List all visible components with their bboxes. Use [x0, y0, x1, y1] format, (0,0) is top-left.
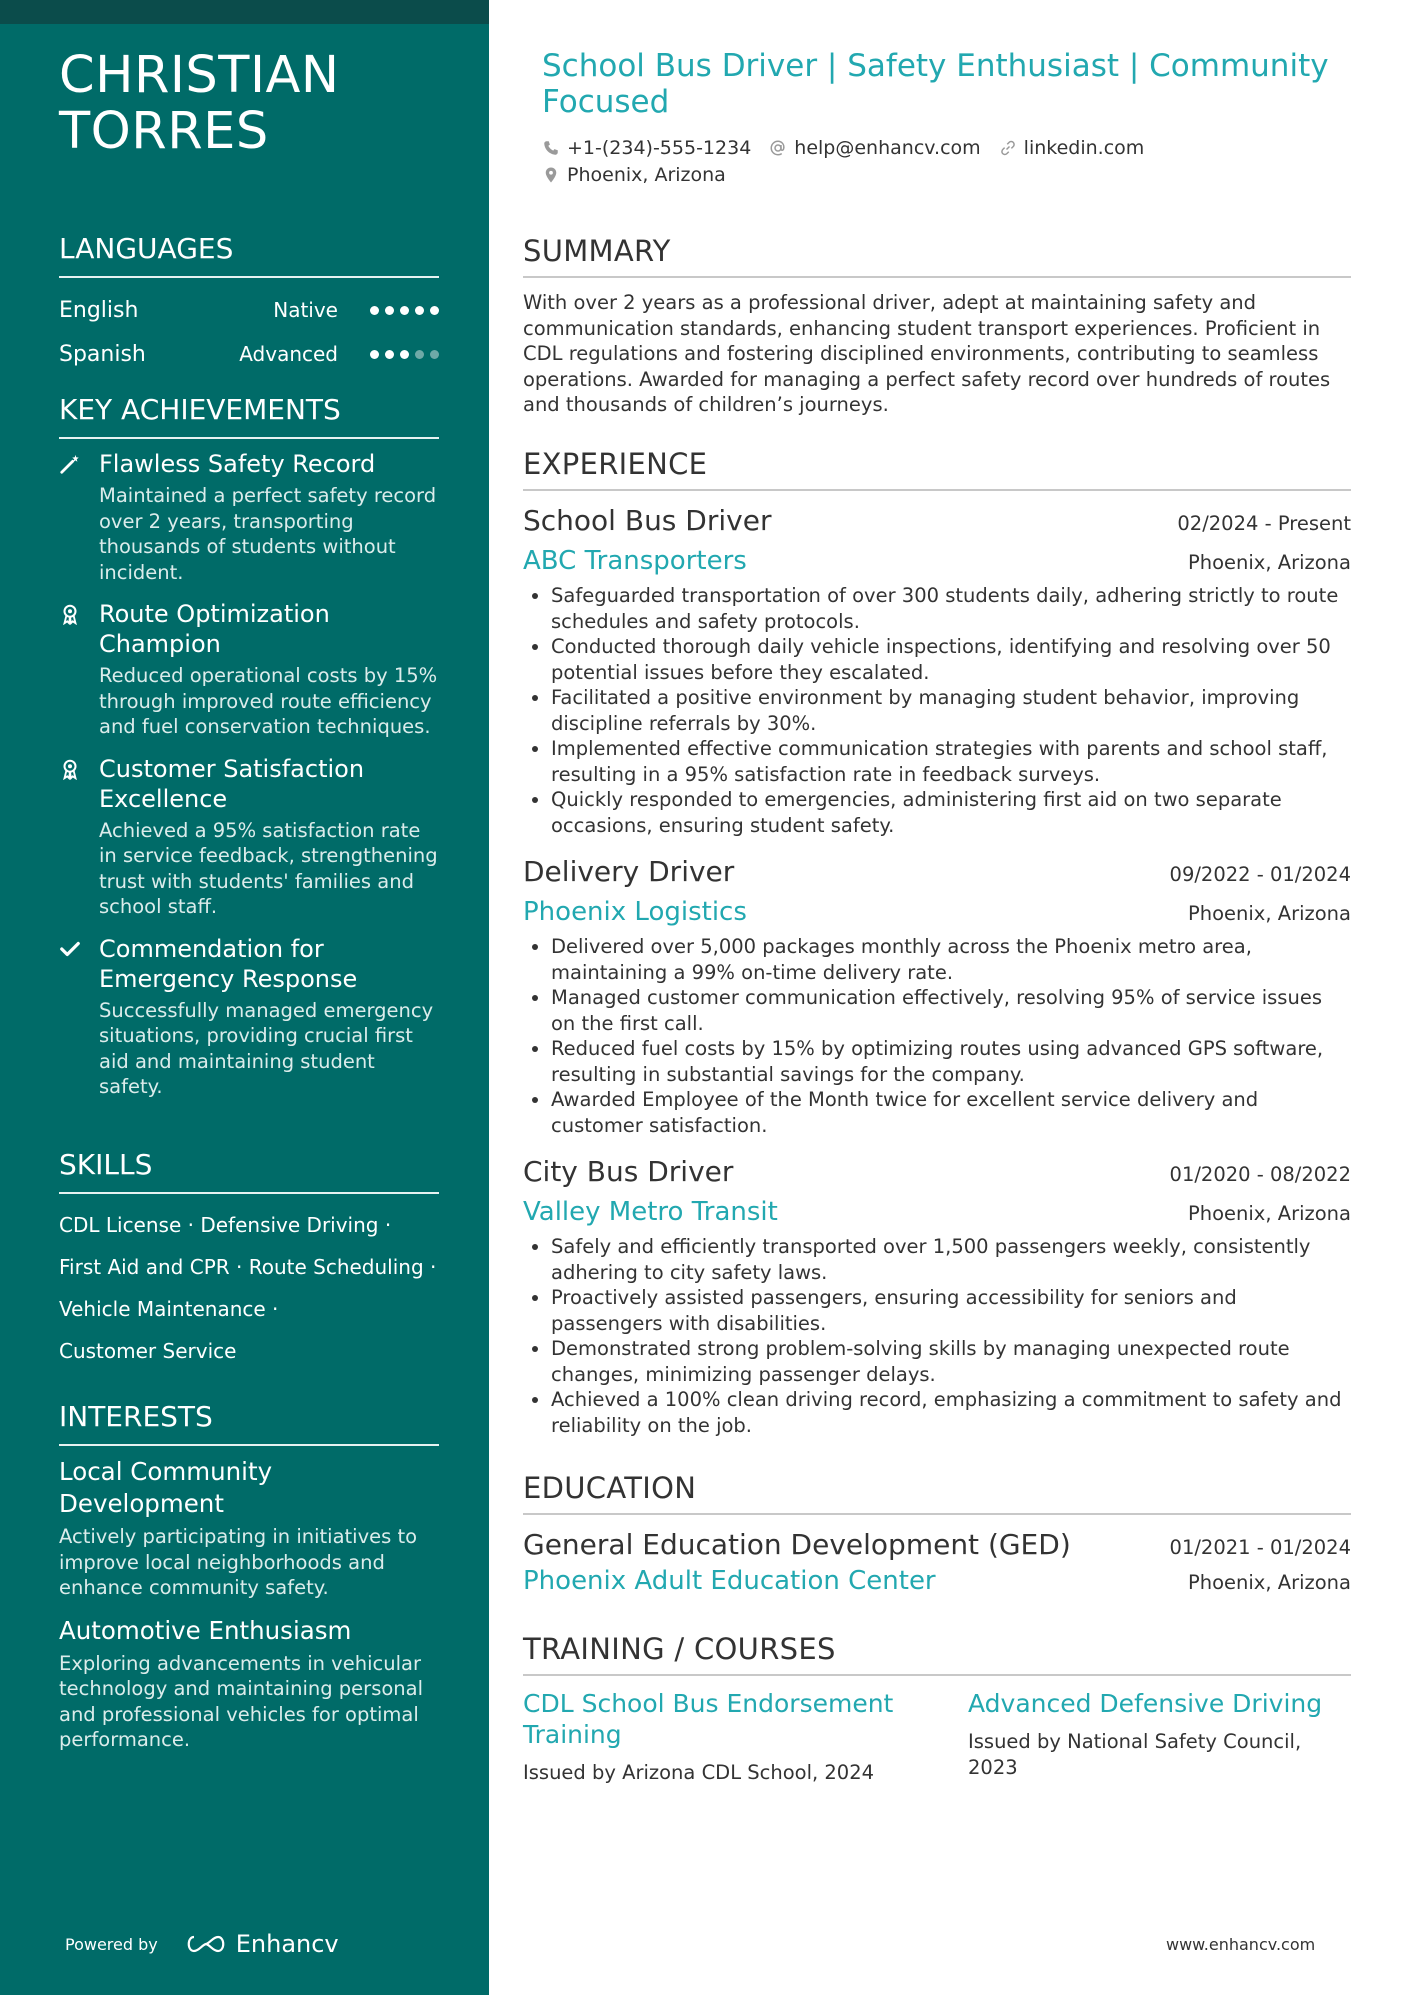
- job-date: 09/2022 - 01/2024: [1169, 863, 1351, 886]
- linkedin-text: linkedin.com: [1023, 136, 1145, 159]
- interest-title: Local Community Development: [59, 1457, 273, 1518]
- course-title: Advanced Defensive Driving: [968, 1689, 1323, 1718]
- experience-section: [523, 447, 1351, 1454]
- job-bullet: • Facilitated a positive environment by managing student behavior, improving discipline referrals by 30%.: [551, 685, 1351, 736]
- skills-list: [59, 1204, 439, 1372]
- job-bullet: • Implemented effective communication strategies with parents and school staff, resulting in a 95% satisfaction rate in feedback surveys.: [551, 736, 1351, 787]
- job-location: Phoenix, Arizona: [1187, 551, 1351, 574]
- powered-by: [65, 1930, 339, 1958]
- proficiency-dot: [415, 306, 424, 315]
- last-name: TORRES: [59, 102, 269, 161]
- school-location: Phoenix, Arizona: [1187, 1571, 1351, 1594]
- headline: School Bus Driver | Safety Enthusiast | Community Focused: [542, 48, 1329, 120]
- language-name: English: [59, 297, 139, 323]
- job-bullets: [523, 583, 1351, 838]
- job-bullet: • Proactively assisted passengers, ensuring accessibility for seniors and passengers with disabilities.: [551, 1285, 1351, 1336]
- course-item: [523, 1688, 906, 1786]
- job-title: School Bus Driver: [523, 504, 772, 537]
- proficiency-dot: [370, 306, 379, 315]
- achievements-section: [59, 393, 439, 1114]
- job-company: Phoenix Logistics: [523, 897, 747, 927]
- job-bullet: • Conducted thorough daily vehicle inspections, identifying and resolving over 50 potential issues before they escalated.: [551, 634, 1351, 685]
- proficiency-dot: [400, 306, 409, 315]
- interest-desc: Actively participating in initiatives to improve local neighborhoods and enhance community safety.: [59, 1525, 418, 1599]
- experience-heading: EXPERIENCE: [523, 447, 1351, 491]
- achievement-title: Commendation for Emergency Response: [99, 934, 358, 993]
- training-heading: TRAINING / COURSES: [523, 1632, 1351, 1676]
- job-bullet: • Safeguarded transportation of over 300 students daily, adhering strictly to route schedules and safety protocols.: [551, 583, 1351, 634]
- powered-by-label: Powered by: [65, 1934, 158, 1954]
- achievement-desc: Achieved a 95% satisfaction rate in service feedback, strengthening trust with students' families and school staff.: [99, 818, 438, 918]
- proficiency-dot-empty: [430, 350, 439, 359]
- phone-text: +1-(234)-555-1234: [567, 136, 752, 159]
- job-bullet: • Demonstrated strong problem-solving skills by managing unexpected route changes, minimizing passenger delays.: [551, 1336, 1351, 1387]
- job-bullet: • Reduced fuel costs by 15% by optimizing routes using advanced GPS software, resulting in substantial savings for the company.: [551, 1036, 1351, 1087]
- job-title: City Bus Driver: [523, 1155, 734, 1188]
- job-location: Phoenix, Arizona: [1187, 902, 1351, 925]
- achievements-heading: KEY ACHIEVEMENTS: [59, 393, 439, 439]
- skills-line: Vehicle Maintenance ·: [59, 1297, 279, 1321]
- map-pin-icon: [542, 166, 560, 184]
- interest-title: Automotive Enthusiasm: [59, 1615, 352, 1645]
- footer-url[interactable]: www.enhancv.com: [1166, 1935, 1316, 1954]
- language-name: Spanish: [59, 341, 146, 367]
- language-level: Advanced: [239, 342, 338, 366]
- achievement-item: [59, 449, 439, 585]
- achievement-item: [59, 599, 439, 740]
- achievement-title: Customer Satisfaction Excellence: [99, 754, 365, 813]
- achievement-item: [59, 754, 439, 920]
- job-date: 02/2024 - Present: [1177, 512, 1351, 535]
- course-title: CDL School Bus Endorsement Training: [523, 1689, 894, 1749]
- languages-heading: LANGUAGES: [59, 232, 439, 278]
- job-bullets: [523, 934, 1351, 1138]
- job-entry: [523, 854, 1351, 1138]
- enhancv-logo[interactable]: [184, 1930, 339, 1958]
- job-company: Valley Metro Transit: [523, 1197, 778, 1227]
- achievement-desc: Reduced operational costs by 15% through improved route efficiency and fuel conservation techniques.: [99, 664, 438, 738]
- proficiency-dot: [400, 350, 409, 359]
- education-heading: EDUCATION: [523, 1471, 1351, 1515]
- proficiency-dots: [370, 306, 439, 315]
- achievement-title: Flawless Safety Record: [99, 450, 376, 478]
- award-ribbon-icon: [59, 599, 99, 740]
- achievement-item: [59, 934, 439, 1100]
- education-date: 01/2021 - 01/2024: [1169, 1536, 1351, 1559]
- interest-desc: Exploring advancements in vehicular technology and maintaining personal and professional vehicles for optimal performance.: [59, 1651, 424, 1751]
- languages-section: [59, 232, 439, 376]
- proficiency-dot-empty: [415, 350, 424, 359]
- achievement-desc: Maintained a perfect safety record over 2 years, transporting thousands of students without incident.: [99, 484, 437, 584]
- interests-heading: INTERESTS: [59, 1400, 439, 1446]
- proficiency-dot: [430, 306, 439, 315]
- job-bullets: [523, 1234, 1351, 1438]
- school-name: Phoenix Adult Education Center: [523, 1566, 936, 1596]
- job-bullet: • Safely and efficiently transported over 1,500 passengers weekly, consistently adhering to city safety laws.: [551, 1234, 1351, 1285]
- education-section: [523, 1471, 1351, 1597]
- first-name: CHRISTIAN: [59, 46, 340, 105]
- summary-section: [523, 234, 1351, 418]
- job-entry: [523, 503, 1351, 838]
- achievement-title: Route Optimization Champion: [99, 600, 330, 658]
- contact-info: [542, 134, 1144, 188]
- skills-line: Customer Service: [59, 1339, 237, 1363]
- location-text: Phoenix, Arizona: [567, 163, 726, 186]
- job-bullet: • Awarded Employee of the Month twice for excellent service delivery and customer satisfaction.: [551, 1087, 1351, 1138]
- enhancv-logo-icon: [184, 1933, 228, 1955]
- candidate-name: [59, 48, 340, 160]
- language-level: Native: [273, 298, 338, 322]
- job-title: Delivery Driver: [523, 855, 735, 888]
- course-issuer: Issued by Arizona CDL School, 2024: [523, 1761, 875, 1784]
- at-icon: [769, 139, 787, 157]
- degree: General Education Development (GED): [523, 1528, 1071, 1561]
- training-section: [523, 1632, 1351, 1786]
- summary-text: With over 2 years as a professional driver, adept at maintaining safety and communication standards, enhancing student transport experiences. Proficient in CDL regulations and fostering disciplined environments, contributing to seamless operations. Awarded for managing a perfect safety record over hundreds of routes and thousands of children’s journeys.: [523, 291, 1331, 416]
- magic-wand-icon: [59, 449, 99, 585]
- course-issuer: Issued by National Safety Council, 2023: [968, 1730, 1302, 1779]
- job-location: Phoenix, Arizona: [1187, 1202, 1351, 1225]
- brand-name: Enhancv: [235, 1930, 339, 1958]
- proficiency-dot: [385, 350, 394, 359]
- skills-heading: SKILLS: [59, 1148, 439, 1194]
- proficiency-dot: [385, 306, 394, 315]
- award-ribbon-icon: [59, 754, 99, 920]
- job-date: 01/2020 - 08/2022: [1169, 1163, 1351, 1186]
- job-bullet: • Quickly responded to emergencies, administering first aid on two separate occasions, ensuring student safety.: [551, 787, 1351, 838]
- language-row: [59, 288, 439, 332]
- course-item: [968, 1688, 1351, 1786]
- linkedin[interactable]: [999, 137, 1145, 159]
- skills-line: First Aid and CPR · Route Scheduling ·: [59, 1255, 437, 1279]
- skills-section: [59, 1148, 439, 1372]
- language-row: [59, 332, 439, 376]
- job-bullet: • Delivered over 5,000 packages monthly across the Phoenix metro area, maintaining a 99% on-time delivery rate.: [551, 934, 1351, 985]
- email[interactable]: [769, 137, 980, 159]
- phone-icon: [542, 139, 560, 157]
- email-text: help@enhancv.com: [794, 136, 981, 159]
- skills-line: CDL License · Defensive Driving ·: [59, 1213, 392, 1237]
- location: [542, 164, 726, 186]
- job-bullet: • Achieved a 100% clean driving record, emphasizing a commitment to safety and reliability on the job.: [551, 1387, 1351, 1438]
- achievement-desc: Successfully managed emergency situations, providing crucial first aid and maintaining student safety.: [99, 998, 434, 1098]
- proficiency-dot: [370, 350, 379, 359]
- summary-heading: SUMMARY: [523, 234, 1351, 278]
- proficiency-dots: [370, 350, 439, 359]
- job-entry: [523, 1154, 1351, 1438]
- job-bullet: • Managed customer communication effectively, resolving 95% of service issues on the first call.: [551, 985, 1351, 1036]
- checkmark-icon: [59, 934, 99, 1100]
- phone[interactable]: [542, 137, 751, 159]
- job-company: ABC Transporters: [523, 546, 747, 576]
- interests-section: [59, 1400, 439, 1767]
- sidebar-top-band: [0, 0, 489, 24]
- sidebar: [0, 0, 489, 1995]
- link-icon: [999, 139, 1017, 157]
